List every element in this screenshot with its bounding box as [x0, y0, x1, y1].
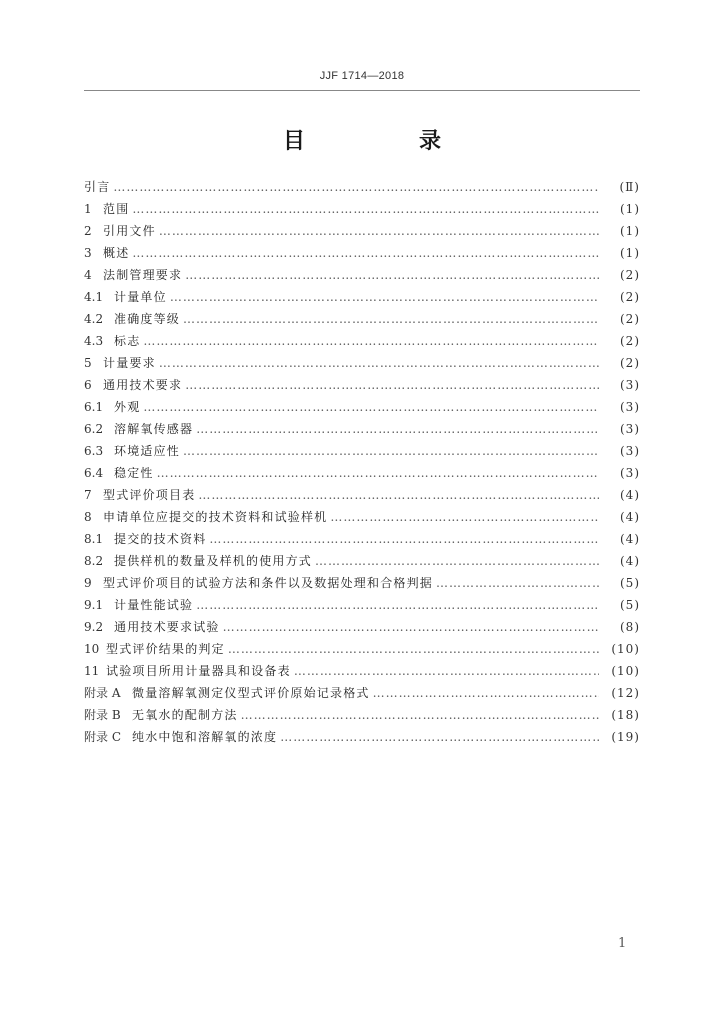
toc-leader-dots — [132, 242, 599, 264]
toc-entry-number: 附录 B — [84, 708, 121, 722]
toc-entry-label: 型式评价项目的试验方法和条件以及数据处理和合格判据 — [103, 576, 434, 590]
toc-entry-number: 2 — [84, 224, 92, 238]
toc-entry[interactable] — [84, 660, 640, 682]
toc-entry-label: 计量单位 — [114, 290, 167, 304]
toc-entry-label: 标志 — [114, 334, 141, 348]
toc-entry-label: 计量要求 — [103, 356, 156, 370]
toc-leader-dots — [315, 550, 599, 572]
page-number: 1 — [618, 936, 627, 951]
toc-entry-number: 1 — [84, 202, 92, 216]
toc-leader-dots — [170, 286, 599, 308]
toc-entry[interactable] — [84, 352, 640, 374]
toc-entry-page: (19) — [611, 730, 640, 744]
toc-entry-page: (10) — [611, 642, 640, 656]
toc-entry-page: (1) — [620, 202, 640, 216]
toc-entry-page: (3) — [620, 466, 640, 480]
toc-entry-number: 4.3 — [84, 334, 104, 348]
toc-entry-number: 9.2 — [84, 620, 104, 634]
toc-entry[interactable] — [84, 242, 640, 264]
header-divider — [84, 90, 640, 91]
toc-leader-dots — [228, 638, 599, 660]
toc-leader-dots — [157, 462, 599, 484]
toc-entry-number: 8.2 — [84, 554, 104, 568]
toc-entry-page: (2) — [620, 268, 640, 282]
toc-entry-page: (2) — [620, 356, 640, 370]
toc-entry[interactable] — [84, 572, 640, 594]
toc-entry[interactable] — [84, 704, 640, 726]
toc-entry[interactable] — [84, 396, 640, 418]
toc-leader-dots — [183, 440, 599, 462]
toc-leader-dots — [143, 396, 599, 418]
toc-leader-dots — [209, 528, 599, 550]
toc-entry-label: 提交的技术资料 — [114, 532, 207, 546]
toc-leader-dots — [198, 484, 599, 506]
toc-entry-page: (18) — [611, 708, 640, 722]
toc-entry[interactable] — [84, 286, 640, 308]
toc-entry-number: 附录 C — [84, 730, 121, 744]
toc-entry-page: (2) — [620, 312, 640, 326]
toc-entry[interactable] — [84, 176, 640, 198]
toc-entry-page: (12) — [611, 686, 640, 700]
toc-entry-number: 11 — [84, 664, 100, 678]
toc-entry-label: 型式评价项目表 — [103, 488, 196, 502]
toc-entry-label: 法制管理要求 — [103, 268, 183, 282]
toc-entry-label: 引用文件 — [103, 224, 156, 238]
toc-entry-page: (3) — [620, 378, 640, 392]
toc-entry-label: 溶解氧传感器 — [114, 422, 194, 436]
toc-entry[interactable] — [84, 726, 640, 748]
document-code-header: JJF 1714—2018 — [319, 70, 405, 82]
toc-entry[interactable] — [84, 198, 640, 220]
toc-entry[interactable] — [84, 264, 640, 286]
toc-entry-label: 试验项目所用计量器具和设备表 — [106, 664, 291, 678]
toc-leader-dots — [185, 374, 599, 396]
toc-entry[interactable] — [84, 308, 640, 330]
toc-entry[interactable] — [84, 462, 640, 484]
toc-entry-number: 4 — [84, 268, 92, 282]
toc-entry-label: 稳定性 — [114, 466, 154, 480]
toc-entry[interactable] — [84, 550, 640, 572]
toc-leader-dots — [280, 726, 599, 748]
toc-entry-number: 6.2 — [84, 422, 104, 436]
toc-entry[interactable] — [84, 506, 640, 528]
toc-entry-label: 外观 — [114, 400, 141, 414]
toc-entry-label: 型式评价结果的判定 — [106, 642, 225, 656]
toc-entry-page: (4) — [620, 532, 640, 546]
toc-entry-page: (2) — [620, 334, 640, 348]
toc-entry-page: (3) — [620, 400, 640, 414]
toc-leader-dots — [330, 506, 599, 528]
toc-entry-page: (3) — [620, 422, 640, 436]
toc-leader-dots — [196, 418, 599, 440]
toc-entry-page: (10) — [611, 664, 640, 678]
toc-entry-label: 环境适应性 — [114, 444, 181, 458]
toc-entry[interactable] — [84, 484, 640, 506]
toc-leader-dots — [294, 660, 599, 682]
toc-leader-dots — [196, 594, 599, 616]
toc-entry-number: 8.1 — [84, 532, 104, 546]
toc-leader-dots — [241, 704, 599, 726]
toc-entry-number: 6 — [84, 378, 92, 392]
toc-entry-number: 6.3 — [84, 444, 104, 458]
toc-leader-dots — [436, 572, 599, 594]
toc-entry-number: 4.2 — [84, 312, 104, 326]
toc-entry-label: 范围 — [103, 202, 130, 216]
toc-leader-dots — [159, 352, 599, 374]
toc-leader-dots — [183, 308, 599, 330]
toc-leader-dots — [113, 176, 599, 198]
toc-entry-number: 附录 A — [84, 686, 121, 700]
toc-entry-page: (5) — [620, 576, 640, 590]
toc-entry-page: (2) — [620, 290, 640, 304]
toc-entry-page: (4) — [620, 510, 640, 524]
toc-entry[interactable] — [84, 682, 640, 704]
toc-entry-number: 10 — [84, 642, 100, 656]
toc-entry-number: 3 — [84, 246, 92, 260]
toc-entry[interactable] — [84, 440, 640, 462]
toc-entry-page: (8) — [620, 620, 640, 634]
toc-entry-number: 5 — [84, 356, 92, 370]
toc-entry-page: (1) — [620, 246, 640, 260]
toc-leader-dots — [185, 264, 599, 286]
toc-entry[interactable] — [84, 220, 640, 242]
toc-entry-page: (4) — [620, 554, 640, 568]
toc-entry-number: 9.1 — [84, 598, 104, 612]
toc-entry[interactable] — [84, 616, 640, 638]
toc-entry-page: (5) — [620, 598, 640, 612]
toc-entry-label: 通用技术要求 — [103, 378, 183, 392]
toc-entry-page: (4) — [620, 488, 640, 502]
toc-entry-label: 纯水中饱和溶解氧的浓度 — [132, 730, 278, 744]
toc-leader-dots — [223, 616, 599, 638]
toc-entry-label: 无氧水的配制方法 — [132, 708, 238, 722]
toc-entry-label: 申请单位应提交的技术资料和试验样机 — [103, 510, 328, 524]
toc-leader-dots — [143, 330, 599, 352]
toc-entry-label: 提供样机的数量及样机的使用方式 — [114, 554, 313, 568]
toc-entry-page: (1) — [620, 224, 640, 238]
toc-entry-number: 6.4 — [84, 466, 104, 480]
toc-entry-label: 概述 — [103, 246, 130, 260]
toc-entry-number: 7 — [84, 488, 92, 502]
toc-entry-label: 引言 — [84, 180, 111, 194]
toc-entry[interactable] — [84, 638, 640, 660]
toc-leader-dots — [132, 198, 599, 220]
toc-entry-number: 8 — [84, 510, 92, 524]
toc-entry-label: 微量溶解氧测定仪型式评价原始记录格式 — [132, 686, 370, 700]
toc-entry[interactable] — [84, 374, 640, 396]
toc-entry[interactable] — [84, 330, 640, 352]
toc-entry-number: 6.1 — [84, 400, 104, 414]
toc-entry-page: (3) — [620, 444, 640, 458]
toc-entry[interactable] — [84, 418, 640, 440]
toc-entry-label: 通用技术要求试验 — [114, 620, 220, 634]
toc-leader-dots — [159, 220, 599, 242]
toc-entry-number: 4.1 — [84, 290, 104, 304]
toc-entry-number: 9 — [84, 576, 92, 590]
table-of-contents — [84, 176, 640, 748]
toc-leader-dots — [373, 682, 599, 704]
toc-entry-label: 计量性能试验 — [114, 598, 194, 612]
toc-entry[interactable] — [84, 594, 640, 616]
toc-entry-label: 准确度等级 — [114, 312, 181, 326]
page-title: 目 录 — [282, 128, 487, 154]
toc-entry-page: (Ⅱ) — [619, 180, 640, 194]
toc-entry[interactable] — [84, 528, 640, 550]
